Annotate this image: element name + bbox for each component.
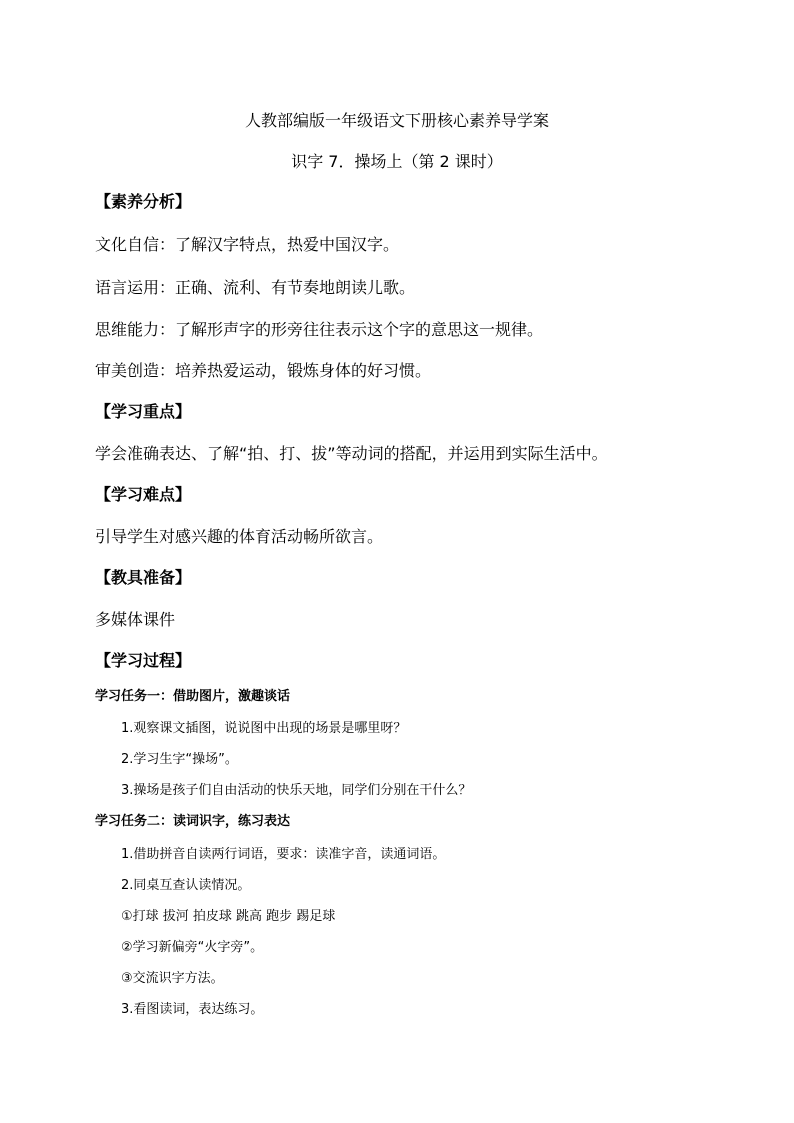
task1-title: 学习任务一：借助图片，激趣谈话 xyxy=(95,689,291,704)
difficulty-text: 引导学生对感兴趣的体育活动畅所欲言。 xyxy=(95,527,384,546)
materials-text: 多媒体课件 xyxy=(95,610,176,629)
task2-item-3: 3.看图读词，表达练习。 xyxy=(121,1002,264,1017)
section-heading-difficulty: 【学习难点】 xyxy=(95,485,192,504)
section-heading-focus: 【学习重点】 xyxy=(95,402,192,421)
literacy-line-cultural: 文化自信：了解汉字特点，热爱中国汉字。 xyxy=(95,235,400,254)
task2-item-vocab: ①打球 拔河 拍皮球 跳高 跑步 踢足球 xyxy=(121,909,336,924)
task2-title: 学习任务二：读词识字，练习表达 xyxy=(95,814,291,829)
task2-item-2: 2.同桌互查认读情况。 xyxy=(121,878,251,893)
lesson-subtitle: 识字 7．操场上（第 2 课时） xyxy=(291,152,503,171)
task2-item-methods: ③交流识字方法。 xyxy=(121,971,224,986)
literacy-line-aesthetic: 审美创造：培养热爱运动，锻炼身体的好习惯。 xyxy=(95,361,432,380)
document-title: 人教部编版一年级语文下册核心素养导学案 xyxy=(244,111,549,130)
task2-item-radical: ②学习新偏旁“火字旁”。 xyxy=(121,940,264,955)
task1-item-3: 3.操场是孩子们自由活动的快乐天地，同学们分别在干什么？ xyxy=(121,783,472,798)
focus-text: 学会准确表达、了解“拍、打、拔”等动词的搭配，并运用到实际生活中。 xyxy=(95,444,608,463)
section-heading-process: 【学习过程】 xyxy=(95,651,192,670)
task1-item-1: 1.观察课文插图，说说图中出现的场景是哪里呀？ xyxy=(121,721,407,736)
section-heading-literacy: 【素养分析】 xyxy=(95,192,192,211)
literacy-line-language: 语言运用：正确、流利、有节奏地朗读儿歌。 xyxy=(95,278,416,297)
task1-item-2: 2.学习生字“操场”。 xyxy=(121,752,238,767)
section-heading-materials: 【教具准备】 xyxy=(95,568,192,587)
task2-item-1: 1.借助拼音自读两行词语，要求：读准字音，读通词语。 xyxy=(121,847,446,862)
literacy-line-thinking: 思维能力：了解形声字的形旁往往表示这个字的意思这一规律。 xyxy=(95,320,544,339)
